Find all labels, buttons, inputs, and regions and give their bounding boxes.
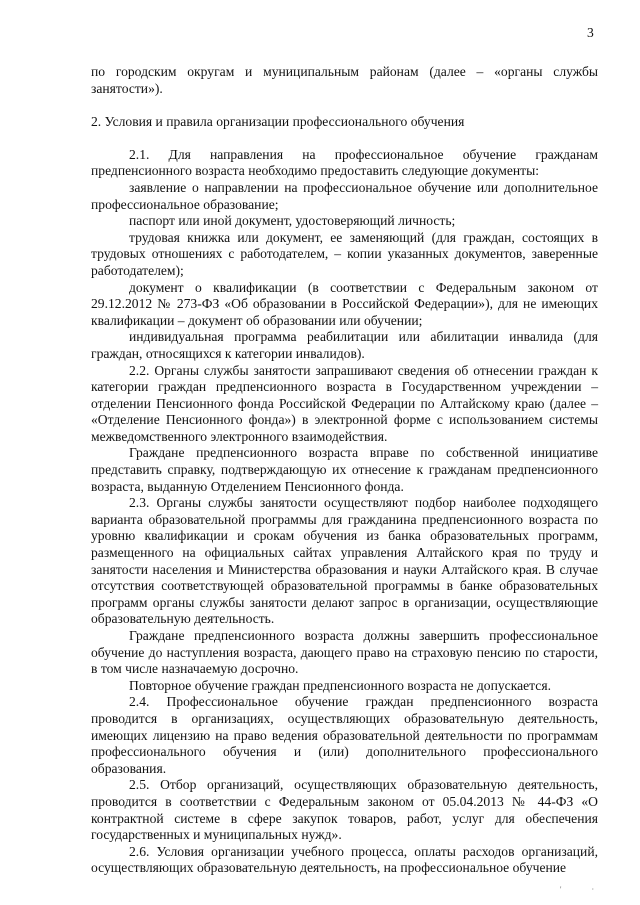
paragraph-2-1: 2.1. Для направления на профессиональное обучение гражданам предпенсионного возраста необходимо предоставить следующие документы: xyxy=(91,146,598,179)
list-item-rehab-program: индивидуальная программа реабилитации или абилитации инвалида (для граждан, относящихся к категории инвалидов). xyxy=(91,329,598,361)
paragraph-completion: Граждане предпенсионного возраста должны завершить профессиональное обучение до наступления возраста, дающего право на страховую пенсию по старости, в том числе назначаемую досрочно. xyxy=(91,628,598,677)
paragraph-2-6: 2.6. Условия организации учебного процесса, оплаты расходов организаций, осуществляющих образовательную деятельность, на профессиональное обучение xyxy=(91,843,598,876)
paragraph-2-2: 2.2. Органы службы занятости запрашивают сведения об отнесении граждан к категории граждан предпенсионного возраста в Государственном учреждении – отделении Пенсионного фонда Российской Федерации по Алтайскому краю (далее – «Отделение Пенсионного фонда») в электронной форме с использованием системы межведомственного электронного взаимодействия. xyxy=(91,362,598,444)
paragraph-repeat: Повторное обучение граждан предпенсионного возраста не допускается. xyxy=(129,677,551,693)
paragraph-2-3: 2.3. Органы службы занятости осуществляют подбор наиболее подходящего варианта образовательной программы для гражданина предпенсионного возраста по уровню квалификации и срокам обучения из банка образовательных программ, размещенного на официальных сайтах управления Алтайского края по труду и занятости населения и Министерства образования и науки Алтайского края. В случае отсутствия соответствующей образовательной программы в банке образовательных программ органы службы занятости делают запрос в организации, осуществляющие образовательную деятельность. xyxy=(91,495,598,627)
page-number: 3 xyxy=(587,25,594,40)
paragraph-2-5: 2.5. Отбор организаций, осуществляющих образовательную деятельность, проводится в соответствии с Федеральным законом от 05.04.2013 № 44-ФЗ «О контрактной системе в сфере закупок товаров, работ, услуг для обеспечения государственных и муниципальных нужд». xyxy=(91,777,598,843)
list-item-work-book: трудовая книжка или документ, ее заменяющий (для граждан, состоящих в трудовых отношениях с работодателем, – копии указанных документов, заверенные работодателем); xyxy=(91,229,598,278)
paragraph-continuation: по городским округам и муниципальным районам (далее – «органы службы занятости»). xyxy=(91,64,598,96)
paragraph-certificate: Граждане предпенсионного возраста вправе по собственной инициативе представить справку, подтверждающую их отнесение к гражданам предпенсионного возраста, выданную Отделением Пенсионного фонда. xyxy=(91,445,598,494)
footer-marks: ' · xyxy=(560,885,609,894)
list-item-application: заявление о направлении на профессиональное обучение или дополнительное профессиональное образование; xyxy=(91,179,598,212)
list-item-qualification: документ о квалификации (в соответствии с Федеральным законом от 29.12.2012 № 273-ФЗ «Об образовании в Российской Федерации»), для не имеющих квалификации – документ об образовании или обучении; xyxy=(91,279,598,328)
section-heading: 2. Условия и правила организации профессионального обучения xyxy=(91,114,465,130)
paragraph-2-4: 2.4. Профессиональное обучение граждан предпенсионного возраста проводится в организациях, осуществляющих образовательную деятельность, имеющих лицензию на право ведения образовательной деятельности по программам профессионального обучения и (или) дополнительного профессионального образования. xyxy=(91,694,598,776)
list-item-passport: паспорт или иной документ, удостоверяющий личность; xyxy=(129,213,456,229)
document-body xyxy=(91,64,598,877)
